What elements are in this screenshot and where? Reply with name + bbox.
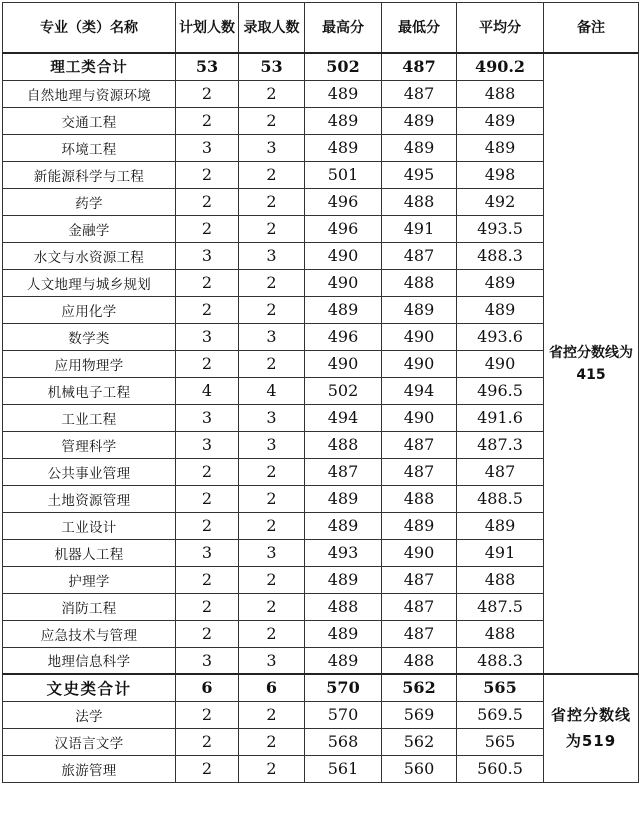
min-score: 487 bbox=[382, 80, 457, 107]
table-row bbox=[3, 134, 639, 161]
admitted-count: 2 bbox=[239, 350, 305, 377]
table-row bbox=[3, 161, 639, 188]
max-score: 490 bbox=[305, 242, 382, 269]
major-name: 法学 bbox=[3, 701, 176, 728]
header-avg-score: 平均分 bbox=[457, 3, 544, 54]
avg-score: 487.3 bbox=[457, 431, 544, 458]
table-row bbox=[3, 539, 639, 566]
max-score: 502 bbox=[305, 377, 382, 404]
max-score: 561 bbox=[305, 755, 382, 782]
major-name: 公共事业管理 bbox=[3, 458, 176, 485]
table-row bbox=[3, 647, 639, 674]
major-name: 理工类合计 bbox=[3, 53, 176, 80]
header-min-score: 最低分 bbox=[382, 3, 457, 54]
min-score: 487 bbox=[382, 431, 457, 458]
plan-count: 2 bbox=[176, 566, 239, 593]
header-plan: 计划人数 bbox=[176, 3, 239, 54]
table-row bbox=[3, 620, 639, 647]
min-score: 487 bbox=[382, 593, 457, 620]
min-score: 490 bbox=[382, 404, 457, 431]
header-max-score: 最高分 bbox=[305, 3, 382, 54]
max-score: 490 bbox=[305, 350, 382, 377]
admitted-count: 2 bbox=[239, 566, 305, 593]
admitted-count: 3 bbox=[239, 647, 305, 674]
min-score: 487 bbox=[382, 53, 457, 80]
avg-score: 493.6 bbox=[457, 323, 544, 350]
table-row bbox=[3, 431, 639, 458]
avg-score: 489 bbox=[457, 107, 544, 134]
min-score: 488 bbox=[382, 269, 457, 296]
table-row bbox=[3, 215, 639, 242]
max-score: 489 bbox=[305, 296, 382, 323]
max-score: 568 bbox=[305, 728, 382, 755]
table-row bbox=[3, 350, 639, 377]
major-name: 应用物理学 bbox=[3, 350, 176, 377]
admitted-count: 2 bbox=[239, 728, 305, 755]
major-name: 人文地理与城乡规划 bbox=[3, 269, 176, 296]
avg-score: 488.5 bbox=[457, 485, 544, 512]
major-name: 土地资源管理 bbox=[3, 485, 176, 512]
major-name: 新能源科学与工程 bbox=[3, 161, 176, 188]
admitted-count: 3 bbox=[239, 323, 305, 350]
avg-score: 489 bbox=[457, 134, 544, 161]
min-score: 487 bbox=[382, 566, 457, 593]
admitted-count: 2 bbox=[239, 188, 305, 215]
min-score: 569 bbox=[382, 701, 457, 728]
min-score: 494 bbox=[382, 377, 457, 404]
plan-count: 2 bbox=[176, 188, 239, 215]
plan-count: 2 bbox=[176, 107, 239, 134]
avg-score: 488 bbox=[457, 566, 544, 593]
plan-count: 2 bbox=[176, 80, 239, 107]
min-score: 487 bbox=[382, 458, 457, 485]
min-score: 490 bbox=[382, 350, 457, 377]
min-score: 488 bbox=[382, 647, 457, 674]
admitted-count: 2 bbox=[239, 296, 305, 323]
major-name: 药学 bbox=[3, 188, 176, 215]
max-score: 489 bbox=[305, 134, 382, 161]
max-score: 487 bbox=[305, 458, 382, 485]
min-score: 489 bbox=[382, 134, 457, 161]
header-admitted: 录取人数 bbox=[239, 3, 305, 54]
max-score: 494 bbox=[305, 404, 382, 431]
major-name: 数学类 bbox=[3, 323, 176, 350]
plan-count: 4 bbox=[176, 377, 239, 404]
avg-score: 569.5 bbox=[457, 701, 544, 728]
major-name: 应急技术与管理 bbox=[3, 620, 176, 647]
table-body bbox=[3, 53, 639, 782]
admitted-count: 2 bbox=[239, 269, 305, 296]
admitted-count: 3 bbox=[239, 134, 305, 161]
min-score: 490 bbox=[382, 323, 457, 350]
admitted-count: 53 bbox=[239, 53, 305, 80]
major-name: 应用化学 bbox=[3, 296, 176, 323]
min-score: 489 bbox=[382, 107, 457, 134]
table-row bbox=[3, 701, 639, 728]
plan-count: 3 bbox=[176, 134, 239, 161]
min-score: 562 bbox=[382, 728, 457, 755]
major-name: 环境工程 bbox=[3, 134, 176, 161]
plan-count: 2 bbox=[176, 161, 239, 188]
table-row bbox=[3, 188, 639, 215]
min-score: 488 bbox=[382, 188, 457, 215]
min-score: 489 bbox=[382, 296, 457, 323]
plan-count: 2 bbox=[176, 701, 239, 728]
table-row bbox=[3, 377, 639, 404]
header-row bbox=[3, 3, 639, 54]
table-row bbox=[3, 512, 639, 539]
major-name: 自然地理与资源环境 bbox=[3, 80, 176, 107]
min-score: 560 bbox=[382, 755, 457, 782]
admitted-count: 2 bbox=[239, 215, 305, 242]
plan-count: 3 bbox=[176, 242, 239, 269]
min-score: 487 bbox=[382, 242, 457, 269]
major-name: 文史类合计 bbox=[3, 674, 176, 701]
avg-score: 489 bbox=[457, 269, 544, 296]
min-score: 487 bbox=[382, 620, 457, 647]
major-name: 工业工程 bbox=[3, 404, 176, 431]
avg-score: 493.5 bbox=[457, 215, 544, 242]
min-score: 491 bbox=[382, 215, 457, 242]
plan-count: 2 bbox=[176, 350, 239, 377]
max-score: 489 bbox=[305, 107, 382, 134]
avg-score: 490 bbox=[457, 350, 544, 377]
min-score: 495 bbox=[382, 161, 457, 188]
admitted-count: 2 bbox=[239, 701, 305, 728]
plan-count: 2 bbox=[176, 269, 239, 296]
avg-score: 490.2 bbox=[457, 53, 544, 80]
max-score: 489 bbox=[305, 620, 382, 647]
min-score: 562 bbox=[382, 674, 457, 701]
avg-score: 489 bbox=[457, 512, 544, 539]
table-row bbox=[3, 296, 639, 323]
admitted-count: 2 bbox=[239, 755, 305, 782]
category-total-row bbox=[3, 53, 639, 80]
admitted-count: 3 bbox=[239, 431, 305, 458]
avg-score: 491.6 bbox=[457, 404, 544, 431]
avg-score: 492 bbox=[457, 188, 544, 215]
admitted-count: 4 bbox=[239, 377, 305, 404]
plan-count: 3 bbox=[176, 431, 239, 458]
table-row bbox=[3, 323, 639, 350]
avg-score: 488 bbox=[457, 620, 544, 647]
avg-score: 491 bbox=[457, 539, 544, 566]
max-score: 496 bbox=[305, 215, 382, 242]
admitted-count: 3 bbox=[239, 404, 305, 431]
major-name: 消防工程 bbox=[3, 593, 176, 620]
table-row bbox=[3, 485, 639, 512]
avg-score: 489 bbox=[457, 296, 544, 323]
plan-count: 53 bbox=[176, 53, 239, 80]
admitted-count: 2 bbox=[239, 161, 305, 188]
avg-score: 498 bbox=[457, 161, 544, 188]
max-score: 489 bbox=[305, 512, 382, 539]
max-score: 488 bbox=[305, 431, 382, 458]
avg-score: 496.5 bbox=[457, 377, 544, 404]
major-name: 水文与水资源工程 bbox=[3, 242, 176, 269]
avg-score: 560.5 bbox=[457, 755, 544, 782]
admitted-count: 6 bbox=[239, 674, 305, 701]
max-score: 489 bbox=[305, 80, 382, 107]
max-score: 570 bbox=[305, 674, 382, 701]
plan-count: 2 bbox=[176, 215, 239, 242]
major-name: 汉语言文学 bbox=[3, 728, 176, 755]
remark-cell: 省控分数线为519 bbox=[544, 674, 639, 782]
major-name: 管理科学 bbox=[3, 431, 176, 458]
header-major: 专业（类）名称 bbox=[3, 3, 176, 54]
avg-score: 565 bbox=[457, 728, 544, 755]
category-total-row bbox=[3, 674, 639, 701]
remark-cell: 省控分数线为415 bbox=[544, 53, 639, 674]
plan-count: 3 bbox=[176, 647, 239, 674]
table-row bbox=[3, 593, 639, 620]
admitted-count: 2 bbox=[239, 593, 305, 620]
major-name: 机械电子工程 bbox=[3, 377, 176, 404]
major-name: 旅游管理 bbox=[3, 755, 176, 782]
plan-count: 2 bbox=[176, 620, 239, 647]
max-score: 496 bbox=[305, 188, 382, 215]
table-row bbox=[3, 80, 639, 107]
avg-score: 488.3 bbox=[457, 647, 544, 674]
admitted-count: 2 bbox=[239, 107, 305, 134]
min-score: 490 bbox=[382, 539, 457, 566]
min-score: 488 bbox=[382, 485, 457, 512]
admitted-count: 2 bbox=[239, 458, 305, 485]
plan-count: 6 bbox=[176, 674, 239, 701]
admitted-count: 2 bbox=[239, 512, 305, 539]
admitted-count: 3 bbox=[239, 539, 305, 566]
table-row bbox=[3, 458, 639, 485]
plan-count: 2 bbox=[176, 755, 239, 782]
admitted-count: 2 bbox=[239, 620, 305, 647]
table-row bbox=[3, 404, 639, 431]
plan-count: 2 bbox=[176, 728, 239, 755]
major-name: 交通工程 bbox=[3, 107, 176, 134]
max-score: 570 bbox=[305, 701, 382, 728]
max-score: 489 bbox=[305, 647, 382, 674]
plan-count: 2 bbox=[176, 485, 239, 512]
avg-score: 487 bbox=[457, 458, 544, 485]
max-score: 496 bbox=[305, 323, 382, 350]
plan-count: 3 bbox=[176, 539, 239, 566]
max-score: 493 bbox=[305, 539, 382, 566]
table-row bbox=[3, 269, 639, 296]
plan-count: 2 bbox=[176, 512, 239, 539]
max-score: 501 bbox=[305, 161, 382, 188]
avg-score: 565 bbox=[457, 674, 544, 701]
major-name: 金融学 bbox=[3, 215, 176, 242]
max-score: 502 bbox=[305, 53, 382, 80]
max-score: 490 bbox=[305, 269, 382, 296]
table-row bbox=[3, 728, 639, 755]
table-row bbox=[3, 107, 639, 134]
admitted-count: 3 bbox=[239, 242, 305, 269]
table-row bbox=[3, 755, 639, 782]
avg-score: 488.3 bbox=[457, 242, 544, 269]
avg-score: 488 bbox=[457, 80, 544, 107]
plan-count: 2 bbox=[176, 593, 239, 620]
min-score: 489 bbox=[382, 512, 457, 539]
max-score: 489 bbox=[305, 485, 382, 512]
major-name: 机器人工程 bbox=[3, 539, 176, 566]
plan-count: 3 bbox=[176, 404, 239, 431]
header-remark: 备注 bbox=[544, 3, 639, 54]
major-name: 护理学 bbox=[3, 566, 176, 593]
major-name: 工业设计 bbox=[3, 512, 176, 539]
table-row bbox=[3, 566, 639, 593]
plan-count: 2 bbox=[176, 296, 239, 323]
admitted-count: 2 bbox=[239, 80, 305, 107]
max-score: 489 bbox=[305, 566, 382, 593]
major-name: 地理信息科学 bbox=[3, 647, 176, 674]
plan-count: 3 bbox=[176, 323, 239, 350]
avg-score: 487.5 bbox=[457, 593, 544, 620]
plan-count: 2 bbox=[176, 458, 239, 485]
table-row bbox=[3, 242, 639, 269]
admission-scores-table bbox=[2, 2, 639, 783]
admitted-count: 2 bbox=[239, 485, 305, 512]
max-score: 488 bbox=[305, 593, 382, 620]
